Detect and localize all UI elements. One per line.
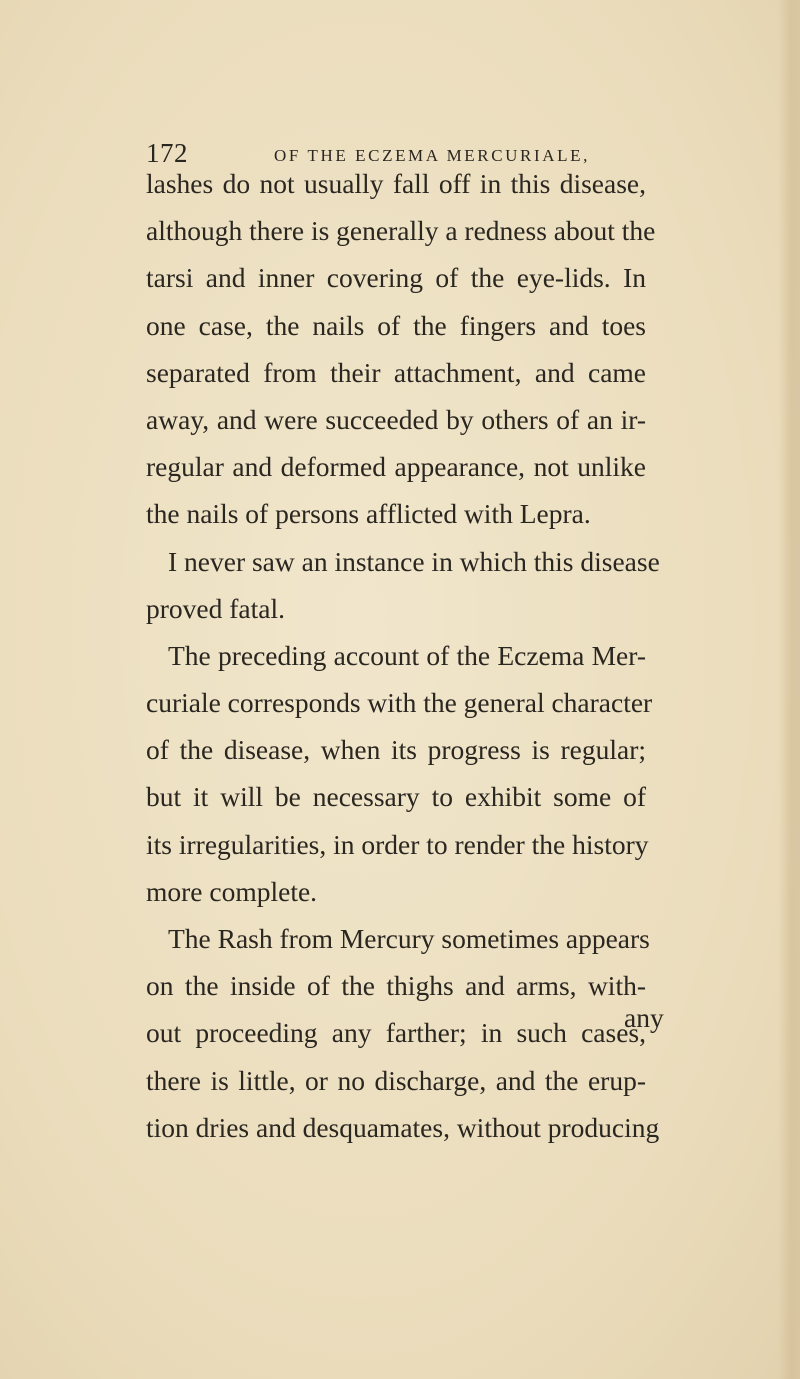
text-line: of the disease, when its progress is regular; [146,734,646,766]
page-edge-shadow [778,0,800,1379]
text-line: proved fatal. [146,592,285,624]
text-line: regular and deformed appearance, not unlike [146,451,646,483]
page-number: 172 [146,138,188,168]
text-line: tarsi and inner covering of the eye-lids. In [146,262,646,294]
paragraph-start-line: The preceding account of the Eczema Mer- [168,639,646,671]
text-line: out proceeding any farther; in such cases, [146,1017,646,1049]
body-text [146,160,660,1151]
text-line: more complete. [146,875,318,907]
catchword: any [624,1002,664,1033]
text-line: curiale corresponds with the general character [146,687,653,719]
text-line: although there is generally a redness about the [146,215,656,247]
text-line: the nails of persons afflicted with Lepra. [146,498,591,530]
running-head: OF THE ECZEMA MERCURIALE, [274,146,590,165]
paragraph-start-line: The Rash from Mercury sometimes appears [168,923,650,954]
text-line: there is little, or no discharge, and the erup- [146,1064,646,1096]
text-line: lashes do not usually fall off in this disease, [146,168,646,199]
text-line: one case, the nails of the fingers and toes [146,309,646,341]
text-line: away, and were succeeded by others of an ir- [146,403,646,435]
text-line: tion dries and desquamates, without producing [146,1111,660,1143]
text-line: separated from their attachment, and came [146,356,646,388]
text-line: its irregularities, in order to render the history [146,828,649,860]
text-line: on the inside of the thighs and arms, with- [146,970,646,1002]
paragraph-start-line: I never saw an instance in which this disease [168,545,660,577]
text-line: but it will be necessary to exhibit some of [146,781,646,813]
